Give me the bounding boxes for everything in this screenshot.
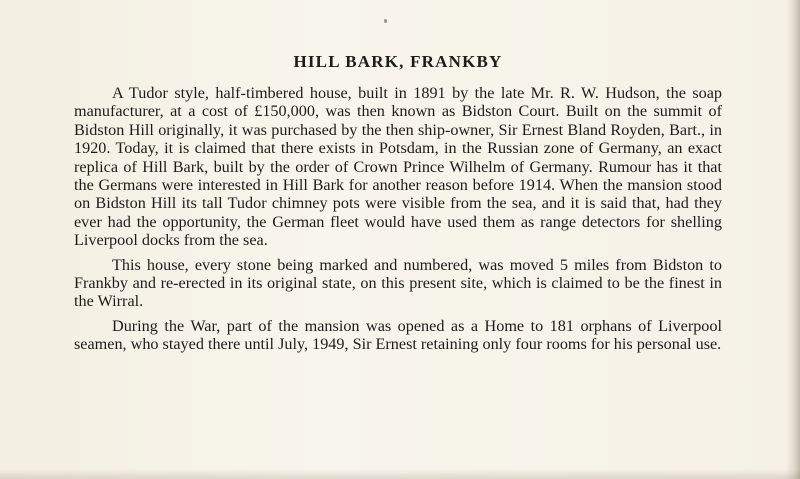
paper-speck <box>384 19 387 23</box>
paper-bottom-edge <box>0 469 800 479</box>
document-body <box>74 52 722 360</box>
paragraph-relocation: This house, every stone being marked and numbered, was moved 5 miles from Bidston to Frankby and re-erected in its original state, on this present site, which is claimed to be the finest in the Wirral. <box>74 255 722 311</box>
paragraph-history: A Tudor style, half-timbered house, built in 1891 by the late Mr. R. W. Hudson, the soap manufacturer, at a cost of £150,000, was then known as Bidston Court. Built on the summit of Bidston Hill originally, it was purchased by the then ship-owner, Sir Ernest Bland Royden, Bart., in 1920. Today, it is claimed that there exists in Potsdam, in the Russian zone of Germany, an exact replica of Hill Bark, built by the order of Crown Prince Wilhelm of Germany. Rumour has it that the Germans were interested in Hill Bark for another reason before 1914. When the mansion stood on Bidston Hill its tall Tudor chimney pots were visible from the sea, and it is said that, had they ever had the opportunity, the German fleet would have used them as range detectors for shelling Liverpool docks from the sea. <box>74 84 722 250</box>
paragraph-war: During the War, part of the mansion was opened as a Home to 181 orphans of Liverpool seamen, who stayed there until July, 1949, Sir Ernest retaining only four rooms for his personal use. <box>74 316 722 354</box>
document-title: HILL BARK, FRANKBY <box>293 52 503 71</box>
